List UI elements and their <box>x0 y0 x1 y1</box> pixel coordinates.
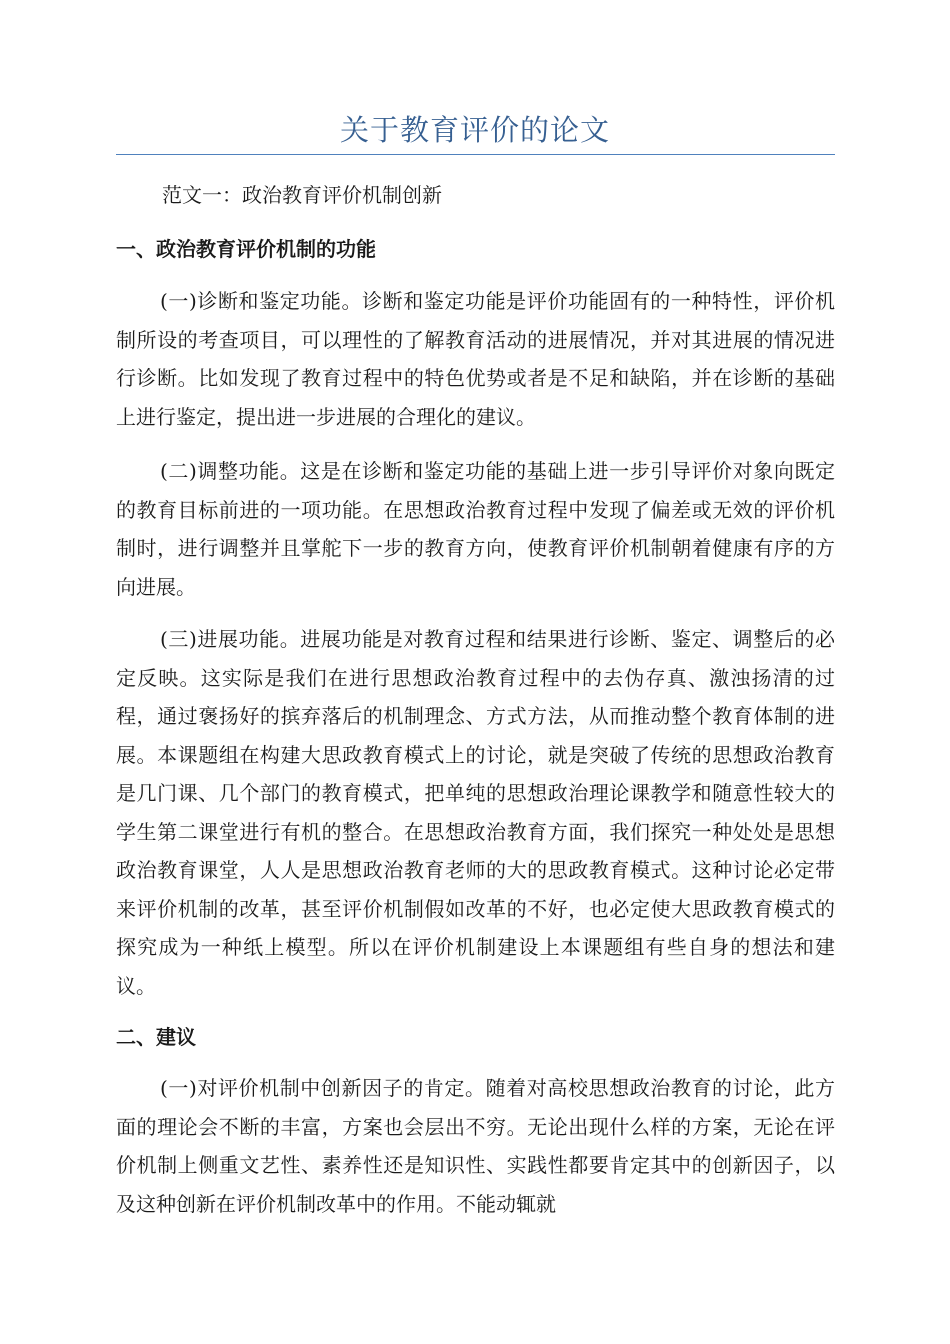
paragraph-innovation: (一)对评价机制中创新因子的肯定。随着对高校思想政治教育的讨论，此方面的理论会不断的丰富，方案也会层出不穷。无论出现什么样的方案，无论在评价机制上侧重文艺性、素养性还是知识性、实践性都要肯定其中的创新因子，以及这种创新在评价机制改革中的作用。不能动辄就 <box>116 1076 835 1216</box>
paragraph-development: (三)进展功能。进展功能是对教育过程和结果进行诊断、鉴定、调整后的必定反映。这实际是我们在进行思想政治教育过程中的去伪存真、激浊扬清的过程，通过褒扬好的摈弃落后的机制理念、方式方法，从而推动整个教育体制的进展。本课题组在构建大思政教育模式上的讨论，就是突破了传统的思想政治教育是几门课、几个部门的教育模式，把单纯的思想政治理论课教学和随意性较大的学生第二课堂进行有机的整合。在思想政治教育方面，我们探究一种处处是思想政治教育课堂，人人是思想政治教育老师的大的思政教育模式。这种讨论必定带来评价机制的改革，甚至评价机制假如改革的不好，也必定使大思政教育模式的探究成为一种纸上模型。所以在评价机制建设上本课题组有些自身的想法和建议。 <box>116 627 835 998</box>
paragraph-diagnosis: (一)诊断和鉴定功能。诊断和鉴定功能是评价功能固有的一种特性，评价机制所设的考查项目，可以理性的了解教育活动的进展情况，并对其进展的情况进行诊断。比如发现了教育过程中的特色优势或者是不足和缺陷，并在诊断的基础上进行鉴定，提出进一步进展的合理化的建议。 <box>116 289 835 429</box>
paragraph-adjustment: (二)调整功能。这是在诊断和鉴定功能的基础上进一步引导评价对象向既定的教育目标前进的一项功能。在思想政治教育过程中发现了偏差或无效的评价机制时，进行调整并且掌舵下一步的教育方向，使教育评价机制朝着健康有序的方向进展。 <box>116 459 835 599</box>
title-underline <box>116 154 835 155</box>
document-subtitle: 范文一：政治教育评价机制创新 <box>162 183 442 207</box>
document-title: 关于教育评价的论文 <box>339 113 610 147</box>
section-heading-functions: 一、政治教育评价机制的功能 <box>116 237 376 261</box>
section-heading-suggestions: 二、建议 <box>116 1025 196 1049</box>
